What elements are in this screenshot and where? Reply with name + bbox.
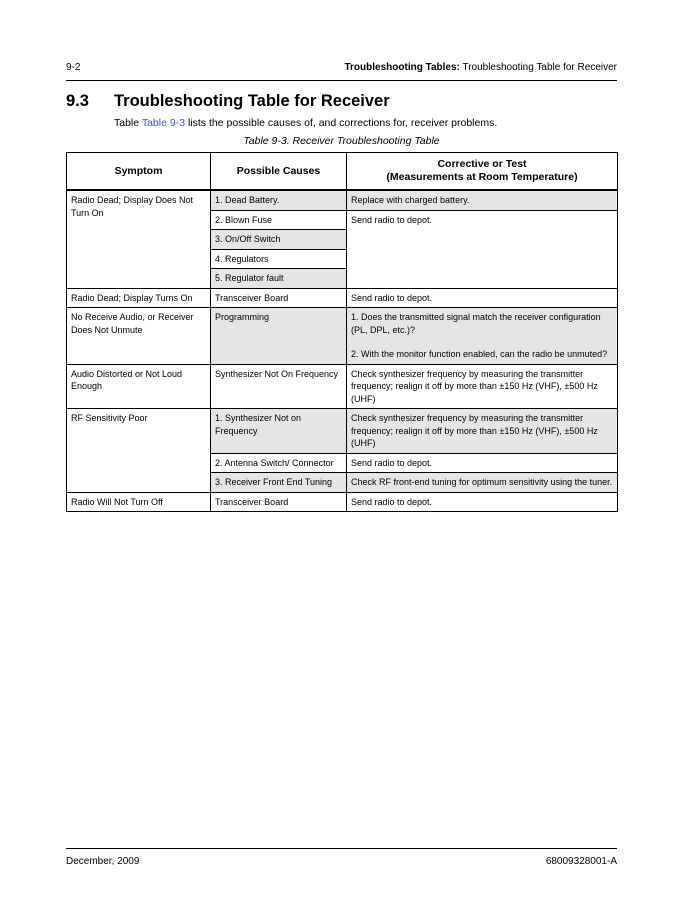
running-title-rest: Troubleshooting Table for Receiver [459,62,617,73]
intro-suffix: lists the possible causes of, and corrections for, receiver problems. [185,117,498,129]
cause-cell: Transceiver Board [211,492,347,512]
symptom-cell: Audio Distorted or Not Loud Enough [67,364,211,409]
page-header [66,62,617,80]
symptom-cell: Radio Dead; Display Turns On [67,288,211,308]
intro-paragraph [114,117,497,129]
table-row [67,409,618,454]
cause-cell: Programming [211,308,347,365]
table-row [67,308,618,365]
cause-cell: 2. Blown Fuse [211,210,347,230]
cause-cell: 3. Receiver Front End Tuning [211,473,347,493]
cause-cell: 1. Synthesizer Not on Frequency [211,409,347,454]
running-title [344,62,617,73]
running-title-bold: Troubleshooting Tables: [344,62,460,73]
intro-prefix: Table [114,117,142,129]
table-reference-link[interactable]: Table 9-3 [141,117,186,129]
fix-cell: Send radio to depot. [347,492,618,512]
fix-step-2: 2. With the monitor function enabled, can the radio be unmuted? [351,349,608,359]
table-row [67,190,618,210]
cause-cell: 1. Dead Battery. [211,190,347,210]
symptom-cell: No Receive Audio, or Receiver Does Not Unmute [67,308,211,365]
troubleshooting-table [66,152,618,512]
table-row [67,364,618,409]
footer-divider [66,848,617,849]
symptom-cell: Radio Dead; Display Does Not Turn On [67,190,211,288]
header-corrective [347,153,618,191]
fix-step-1: 1. Does the transmitted signal match the receiver configuration (PL, DPL, etc.)? [351,312,601,335]
cause-cell: Synthesizer Not On Frequency [211,364,347,409]
header-corrective-line1: Corrective or Test [437,158,527,170]
table-caption: Table 9-3. Receiver Troubleshooting Table [243,135,440,147]
cause-cell: 2. Antenna Switch/ Connector [211,453,347,473]
header-possible-causes: Possible Causes [211,153,347,191]
cause-cell: 5. Regulator fault [211,269,347,289]
fix-cell: Send radio to depot. [347,453,618,473]
symptom-cell: RF Sensitivity Poor [67,409,211,493]
fix-cell: Send radio to depot. [347,288,618,308]
header-corrective-line2: (Measurements at Room Temperature) [386,171,578,183]
fix-cell: Send radio to depot. [347,210,618,288]
section-number: 9.3 [66,92,89,110]
cause-cell: 4. Regulators [211,249,347,269]
page-number: 9-2 [66,62,81,73]
fix-cell: Check RF front-end tuning for optimum sensitivity using the tuner. [347,473,618,493]
table-row [67,288,618,308]
table-row [67,492,618,512]
fix-cell: Replace with charged battery. [347,190,618,210]
symptom-cell: Radio Will Not Turn Off [67,492,211,512]
footer-doc-number: 68009328001-A [545,856,617,867]
fix-cell [347,308,618,365]
cause-cell: 3. On/Off Switch [211,230,347,250]
section-title: Troubleshooting Table for Receiver [114,92,390,110]
table-header-row [67,153,618,191]
header-divider [66,80,617,81]
header-symptom: Symptom [67,153,211,191]
footer-date: December, 2009 [66,856,140,867]
cause-cell: Transceiver Board [211,288,347,308]
fix-cell: Check synthesizer frequency by measuring the transmitter frequency; realign it off by more than ±150 Hz (VHF), ±500 Hz (UHF) [347,364,618,409]
fix-cell: Check synthesizer frequency by measuring the transmitter frequency; realign it off by more than ±150 Hz (VHF), ±500 Hz (UHF) [347,409,618,454]
